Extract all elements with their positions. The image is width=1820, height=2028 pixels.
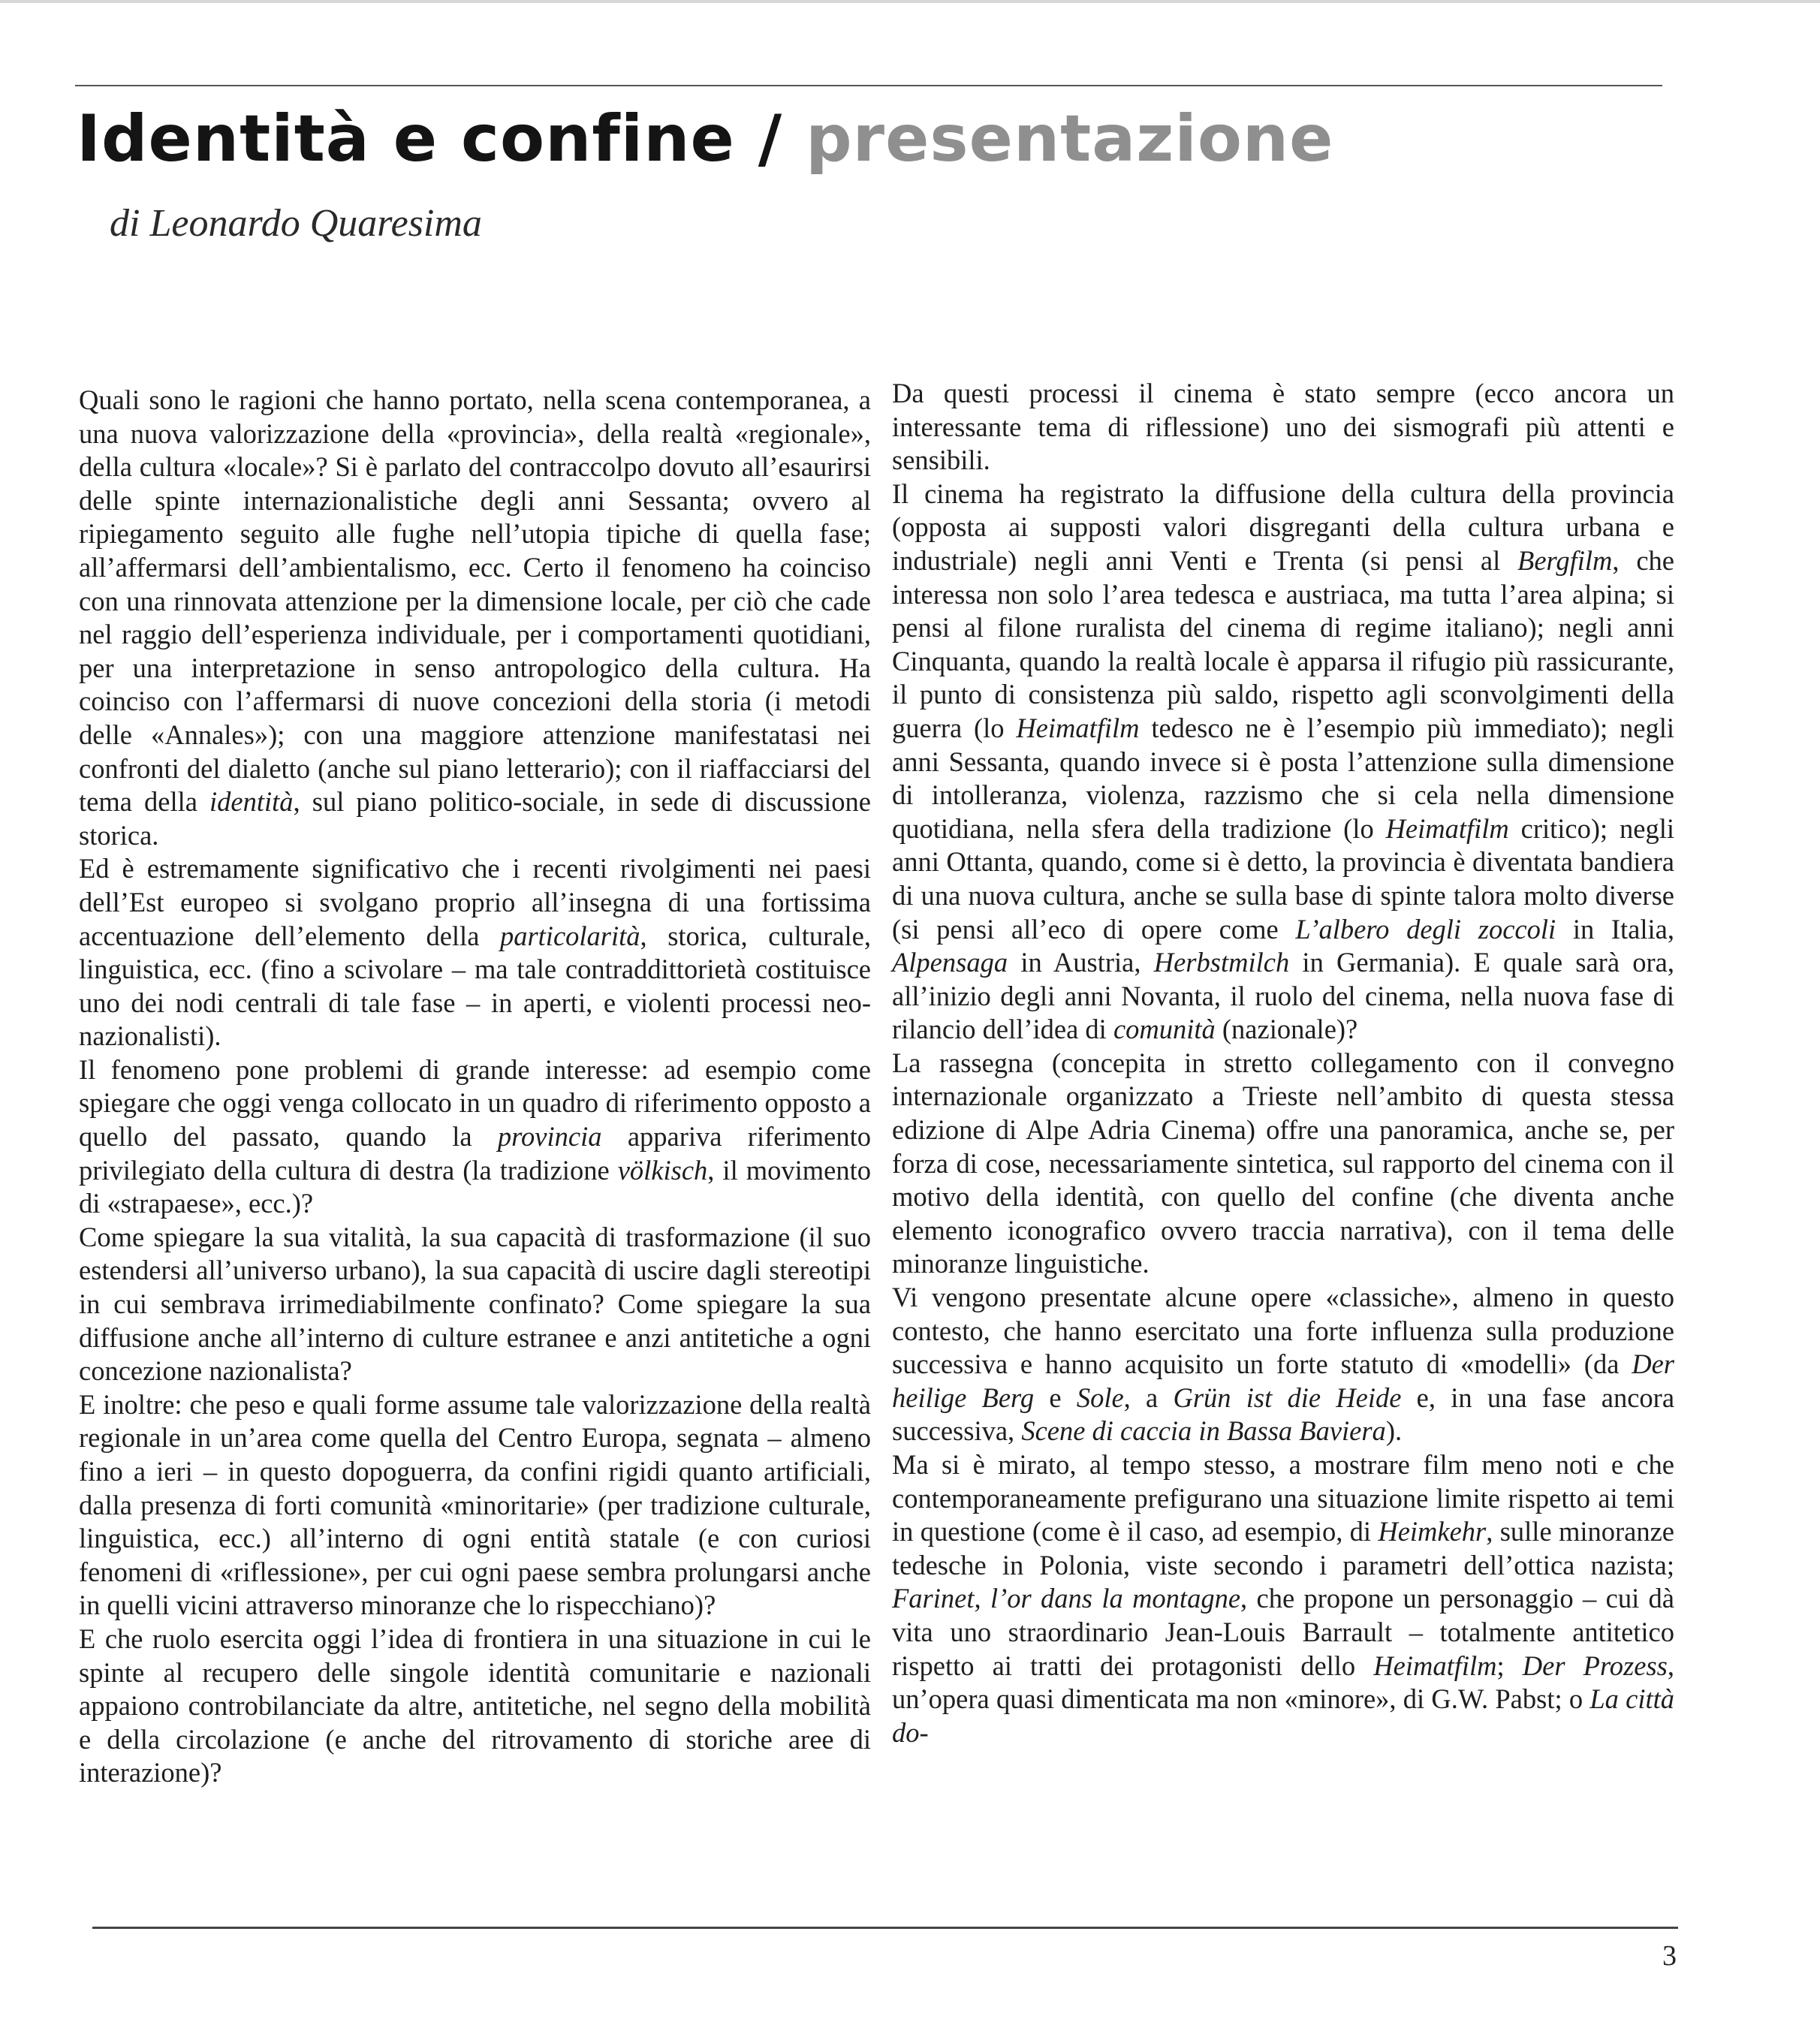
text-run: Come spiegare la sua vitalità, la sua capacità di trasformazione (il suo estendersi all’universo urbano), la sua capacità di uscire dagli stereotipi in cui sembrava irrimediabilmente confinato? Come spiegare la sua diffusione anche all’interno di culture estranee e anzi antitetiche a ogni concezione nazionalista? (79, 1221, 871, 1387)
text-run: ). (1385, 1415, 1403, 1447)
text-run: Il fenomeno pone problemi di grande interesse: ad esempio come spiegare che oggi venga collocato in un quadro di riferimento opposto a quello del passato, quando la (79, 1053, 871, 1153)
text-run: Da questi processi il cinema è stato sempre (ecco ancora un interessante tema di riflessione) uno dei sismografi più attenti e sensibili. (892, 378, 1674, 476)
page-number: 3 (1662, 1940, 1677, 1972)
text-run: critico); negli anni Ottanta, quando, come si è detto, la provincia è diventata bandiera di una nuova cultura, anche se sulla base di spinte talora molto diverse (si pensi all’eco di opere come (892, 812, 1675, 945)
italic-title-run: particolarità (499, 920, 640, 951)
italic-title-run: Heimatfilm (1016, 712, 1140, 743)
footer-rule (92, 1927, 1678, 1929)
paragraph (892, 478, 1674, 1047)
text-run: E inoltre: che peso e quali forme assume tale valorizzazione della realtà regionale in un’area come quella del Centro Europa, segnata – almeno fino a ieri – in questo dopoguerra, da confini rigidi quanto artificiali, dalla presenza di forti comunità «minoritarie» (per tradizione culturale, linguistica, ecc.) all’interno di ogni entità statale (e con curiosi fenomeni di «riflessione», per cui ogni paese sembra prolungarsi anche in quelli vicini attraverso minoranze che lo rispecchiano)? (79, 1388, 871, 1621)
text-run: , sul piano politico-sociale, in sede di discussione storica. (79, 786, 871, 851)
italic-title-run: Grün ist die Heide (1173, 1382, 1402, 1413)
italic-title-run: Der Prozess (1522, 1650, 1668, 1681)
italic-title-run: Bergfilm (1517, 544, 1613, 576)
title-accent: presentazione (806, 101, 1334, 176)
text-run: in Austria, (1008, 947, 1154, 978)
paragraph (892, 1448, 1674, 1749)
italic-title-run: Sole (1076, 1382, 1124, 1413)
italic-title-run: Der heilige Berg (892, 1348, 1674, 1413)
italic-title-run: provincia (497, 1121, 602, 1153)
italic-title-run: Alpensaga (892, 947, 1008, 978)
italic-title-run: Heimatfilm (1373, 1650, 1497, 1681)
text-run: Vi vengono presentate alcune opere «classiche», almeno in questo contesto, che hanno esercitato una forte influenza sulla produzione successiva e hanno acquisito un forte statuto di «modelli» (da (892, 1282, 1674, 1380)
text-run: ; (1496, 1650, 1523, 1681)
text-run: , a (1123, 1382, 1174, 1413)
author-byline: di Leonardo Quaresima (110, 202, 482, 245)
text-run: , che propone un personaggio – cui dà vita uno straordinario Jean-Louis Barrault – totalmente antitetico rispetto ai tratti dei protagonisti dello (892, 1583, 1675, 1681)
header-rule (75, 85, 1662, 86)
text-run: Ma si è mirato, al tempo stesso, a mostrare film meno noti e che contemporaneamente prefigurano una situazione limite rispetto ai temi in questione (come è il caso, ad esempio, di (892, 1449, 1674, 1547)
text-run: Quali sono le ragioni che hanno portato, nella scena contemporanea, a una nuova valorizzazione della «provincia», della realtà «regionale», della cultura «locale»? Si è parlato del contraccolpo dovuto all’esaurirsi delle spinte internazionalistiche degli anni Sessanta; ovvero al ripiegamento seguito alle fughe nell’utopia tipiche di quella fase; all’affermarsi dell’ambientalismo, ecc. Certo il fenomeno ha coinciso con una rinnovata attenzione per la dimensione locale, per ciò che cade nel raggio dell’esperienza individuale, per i comportamenti quotidiani, per una interpretazione in senso antropologico della cultura. Ha coinciso con l’affermarsi di nuove concezioni della storia (i metodi delle «Annales»); con una maggiore attenzione manifestatasi nei confronti del dialetto (anche sul piano letterario); con il riaffacciarsi del tema della (79, 384, 871, 818)
italic-title-run: Heimkehr (1378, 1516, 1487, 1547)
text-run: , un’opera quasi dimenticata ma non «minore», di G.W. Pabst; o (892, 1650, 1674, 1715)
italic-title-run: Herbstmilch (1153, 947, 1290, 978)
title-main: Identità e confine (77, 101, 735, 176)
text-run: E che ruolo esercita oggi l’idea di frontiera in una situazione in cui le spinte al recupero delle singole identità comunitarie e nazionali appaiono controbilanciate da altre, antitetiche, nel segno della mobilità e della circolazione (e anche del ritrovamento di storiche aree di interazione)? (79, 1623, 871, 1788)
paragraph (892, 1047, 1674, 1281)
text-run: (nazionale)? (1215, 1014, 1358, 1045)
title-separator: / (758, 101, 783, 176)
text-run: in Germania). E quale sarà ora, all’inizio degli anni Novanta, il ruolo del cinema, nella nuova fase di rilancio dell’idea di (892, 947, 1674, 1045)
paragraph (79, 1623, 871, 1790)
italic-title-run: Heimatfilm (1385, 812, 1509, 844)
paragraph (79, 852, 871, 1053)
text-run: La rassegna (concepita in stretto collegamento con il convegno internazionale organizzato a Trieste nell’ambito di questa stessa edizione di Alpe Adria Cinema) offre una panoramica, anche se, per forza di cose, necessariamente sintetica, sul rapporto del cinema con il motivo della identità, con quello del confine (che diventa anche elemento iconografico ovvero traccia narrativa), con il tema delle minoranze linguistiche. (892, 1047, 1674, 1279)
text-run: Il cinema ha registrato la diffusione della cultura della provincia (opposta ai supposti valori disgreganti della cultura urbana e industriale) negli anni Venti e Trenta (si pensi al (892, 478, 1674, 576)
italic-title-run: La città do- (892, 1683, 1674, 1748)
text-run: e, in una fase ancora successiva, (892, 1382, 1675, 1447)
text-run: appariva riferimento privilegiato della cultura di destra (la tradizione (79, 1121, 871, 1186)
text-run: , sulle minoranze tedesche in Polonia, viste secondo i parametri dell’ottica nazista; (892, 1516, 1674, 1581)
italic-title-run: comunità (1113, 1014, 1216, 1045)
article-title (77, 101, 1333, 176)
text-run: , il movimento di «strapaese», ecc.)? (79, 1154, 872, 1219)
paragraph (79, 1388, 871, 1623)
italic-title-run: identità (209, 786, 294, 818)
text-run: , storica, culturale, linguistica, ecc. (fino a scivolare – ma tale contraddittorietà costituisce uno dei nodi centrali di tale fase – in aperti, e violenti processi neo-nazionalisti). (79, 920, 871, 1052)
text-column-right (892, 377, 1674, 1749)
text-run: , che interessa non solo l’area tedesca e austriaca, ma tutta l’area alpina; si pensi al filone ruralista del cinema di regime italiano); negli anni Cinquanta, quando la realtà locale è apparsa il rifugio più rassicurante, il punto di consistenza più saldo, rispetto agli sconvolgimenti della guerra (lo (892, 544, 1674, 743)
text-run: e (1034, 1382, 1077, 1413)
text-column-left (79, 384, 871, 1790)
paragraph (79, 1053, 871, 1221)
italic-title-run: Scene di caccia in Bassa Baviera (1021, 1415, 1386, 1447)
paragraph (79, 1221, 871, 1388)
text-run: Ed è estremamente significativo che i recenti rivolgimenti nei paesi dell’Est europeo si svolgano proprio all’insegna di una fortissima accentuazione dell’elemento della (79, 853, 871, 951)
text-run: tedesco ne è l’esempio più immediato); negli anni Sessanta, quando invece si è posta l’attenzione sulla dimensione di intolleranza, violenza, razzismo che si cela nella dimensione quotidiana, nella sfera della tradizione (lo (892, 712, 1674, 844)
paragraph (892, 1281, 1674, 1448)
paragraph (79, 384, 871, 852)
text-run: in Italia, (1556, 913, 1674, 945)
italic-title-run: Farinet, l’or dans la montagne (892, 1583, 1241, 1614)
italic-title-run: L’albero degli zoccoli (1295, 913, 1556, 945)
paragraph (892, 377, 1674, 478)
scan-edge (0, 0, 1820, 3)
italic-title-run: völkisch (617, 1154, 708, 1186)
